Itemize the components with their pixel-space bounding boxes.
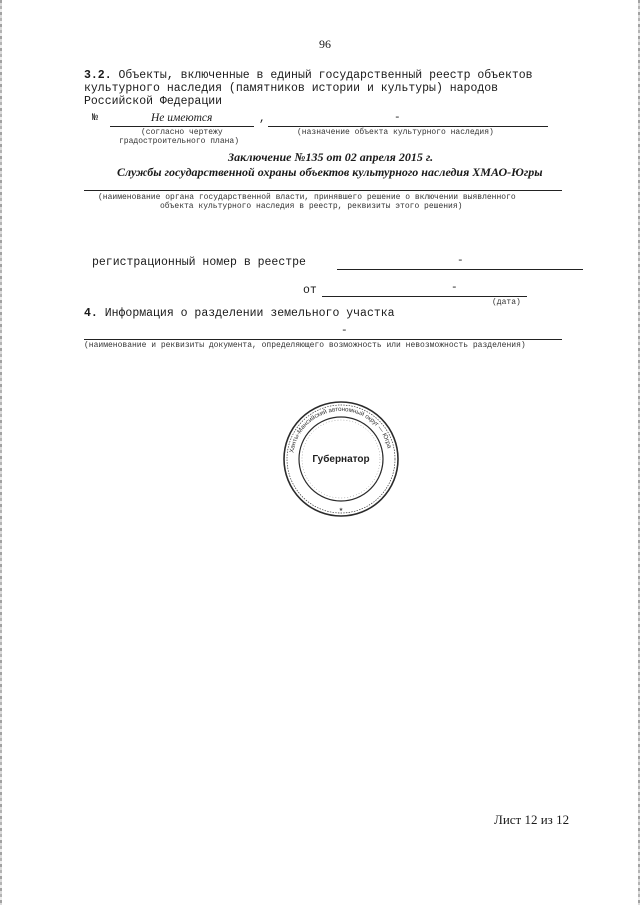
section-3-2-number: 3.2. [84, 69, 112, 82]
registration-from-value: - [451, 282, 458, 294]
registration-label: регистрационный номер в реестре [92, 256, 306, 269]
object-number-underline [110, 126, 254, 127]
object-caption-left-line2: градостроительного плана) [119, 137, 240, 146]
stamp-star-icon: ★ [338, 507, 344, 513]
conclusion-caption-line2: объекта культурного наследия в реестр, реквизиты этого решения) [160, 202, 463, 211]
conclusion-line1: Заключение №135 от 02 апреля 2015 г. [228, 150, 434, 164]
registration-underline [337, 269, 583, 270]
section-4-underline [84, 339, 562, 340]
registration-from-label: от [303, 284, 317, 297]
registration-date-caption: (дата) [492, 298, 521, 307]
stamp-center-text: Губернатор [312, 454, 370, 465]
section-3-2-text-line1: Объекты, включенные в единый государственный реестр объектов [118, 69, 533, 82]
section-4-caption: (наименование и реквизиты документа, определяющего возможность или невозможность разделения) [84, 341, 526, 350]
section-3-2-text-line2: культурного наследия (памятников истории и культуры) народов [84, 82, 499, 95]
governor-stamp [281, 399, 401, 519]
section-4-line [84, 307, 395, 320]
object-row-comma: , [259, 113, 266, 125]
conclusion-underline [84, 190, 562, 191]
number-sign: № [92, 113, 99, 124]
conclusion-line2: Службы государственной охраны объектов культурного наследия ХМАО-Югры [117, 165, 543, 179]
sheet-footer: Лист 12 из 12 [494, 812, 570, 827]
object-number-value: Не имеются [151, 112, 213, 124]
section-4-value: - [341, 325, 348, 337]
object-caption-right: (назначение объекта культурного наследия) [297, 128, 494, 137]
object-purpose-underline [268, 126, 548, 127]
object-caption-left-line1: (согласно чертежу [141, 128, 223, 137]
page-number: 96 [319, 37, 331, 51]
object-purpose-value: - [394, 112, 401, 124]
section-4-text: Информация о разделении земельного участка [104, 307, 395, 320]
stamp-ring-text: Ханты-Мансийский автономный округ — Югра [288, 405, 393, 454]
registration-from-underline [322, 296, 527, 297]
section-4-number: 4. [84, 307, 98, 320]
scan-edge-left [0, 0, 2, 905]
registration-value: - [457, 255, 464, 267]
section-3-2-line1 [84, 69, 533, 82]
conclusion-caption-line1: (наименование органа государственной власти, принявшего решение о включении выявленного [98, 193, 516, 202]
section-3-2-text-line3: Российской Федерации [84, 95, 223, 108]
